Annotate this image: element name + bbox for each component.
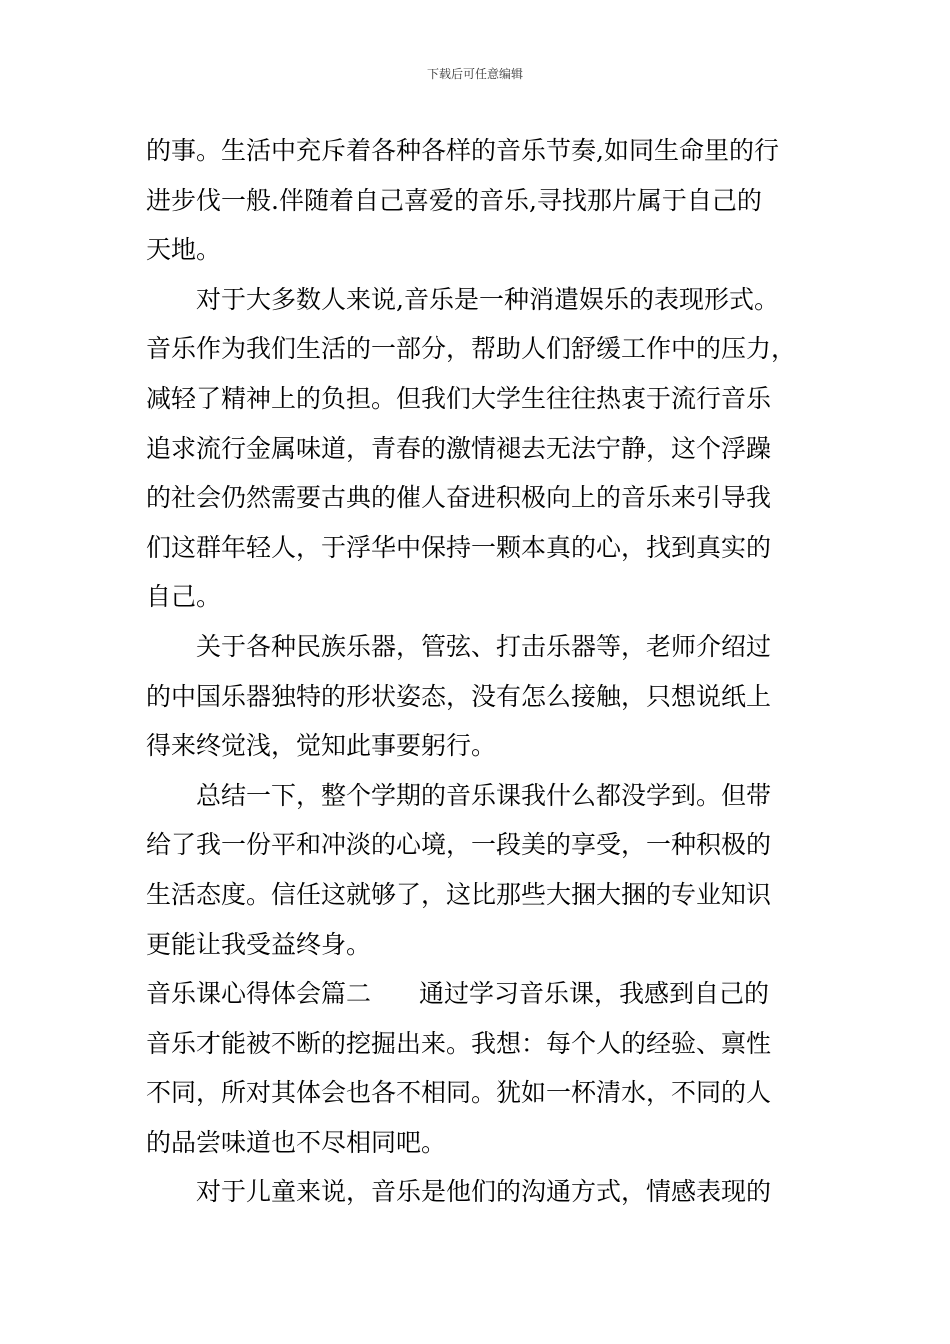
section-first-line: 通过学习音乐课，我感到自己的 bbox=[419, 979, 770, 1009]
text-line: 的事。生活中充斥着各种各样的音乐节奏,如同生命里的行 bbox=[146, 136, 779, 165]
text-line: 的中国乐器独特的形状姿态，没有怎么接触，只想说纸上 bbox=[146, 681, 772, 711]
text-line: 更能让我受益终身。 bbox=[146, 929, 372, 959]
text-line: 减轻了精神上的负担。但我们大学生往往热衷于流行音乐 bbox=[146, 383, 772, 413]
document-body bbox=[146, 126, 808, 1217]
page-header-note: 下载后可任意编辑 bbox=[426, 67, 523, 81]
text-line: 们这群年轻人，于浮华中保持一颗本真的心，找到真实的 bbox=[146, 532, 772, 562]
text-line: 生活态度。信任这就够了，这比那些大捆大捆的专业知识 bbox=[146, 879, 772, 909]
text-line: 音乐作为我们生活的一部分，帮助人们舒缓工作中的压力， bbox=[146, 334, 797, 364]
text-line: 自己。 bbox=[146, 582, 222, 612]
text-line: 音乐才能被不断的挖掘出来。我想：每个人的经验、禀性 bbox=[146, 1028, 772, 1058]
text-line: 追求流行金属味道，青春的激情褪去无法宁静，这个浮躁 bbox=[146, 433, 772, 463]
paragraph-start-line: 关于各种民族乐器，管弦、打击乐器等，老师介绍过 bbox=[196, 631, 772, 661]
section-heading: 音乐课心得体会篇二 bbox=[146, 979, 372, 1009]
text-line: 给了我一份平和冲淡的心境，一段美的享受，一种积极的 bbox=[146, 830, 772, 860]
section-heading-line bbox=[146, 969, 808, 1019]
text-line: 进步伐一般.伴随着自己喜爱的音乐,寻找那片属于自己的 bbox=[146, 185, 762, 215]
text-line: 的品尝味道也不尽相同吧。 bbox=[146, 1127, 447, 1157]
text-line: 天地。 bbox=[146, 235, 222, 265]
text-line: 得来终觉浅，觉知此事要躬行。 bbox=[146, 731, 497, 761]
paragraph-start-line: 对于大多数人来说,音乐是一种消遣娱乐的表现形式。 bbox=[196, 284, 779, 314]
paragraph-start-line: 对于儿童来说，音乐是他们的沟通方式，情感表现的 bbox=[196, 1177, 772, 1207]
text-line: 的社会仍然需要古典的催人奋进积极向上的音乐来引导我 bbox=[146, 483, 772, 513]
text-line: 不同，所对其体会也各不相同。犹如一杯清水，不同的人 bbox=[146, 1078, 772, 1108]
paragraph-start-line: 总结一下，整个学期的音乐课我什么都没学到。但带 bbox=[196, 780, 772, 810]
